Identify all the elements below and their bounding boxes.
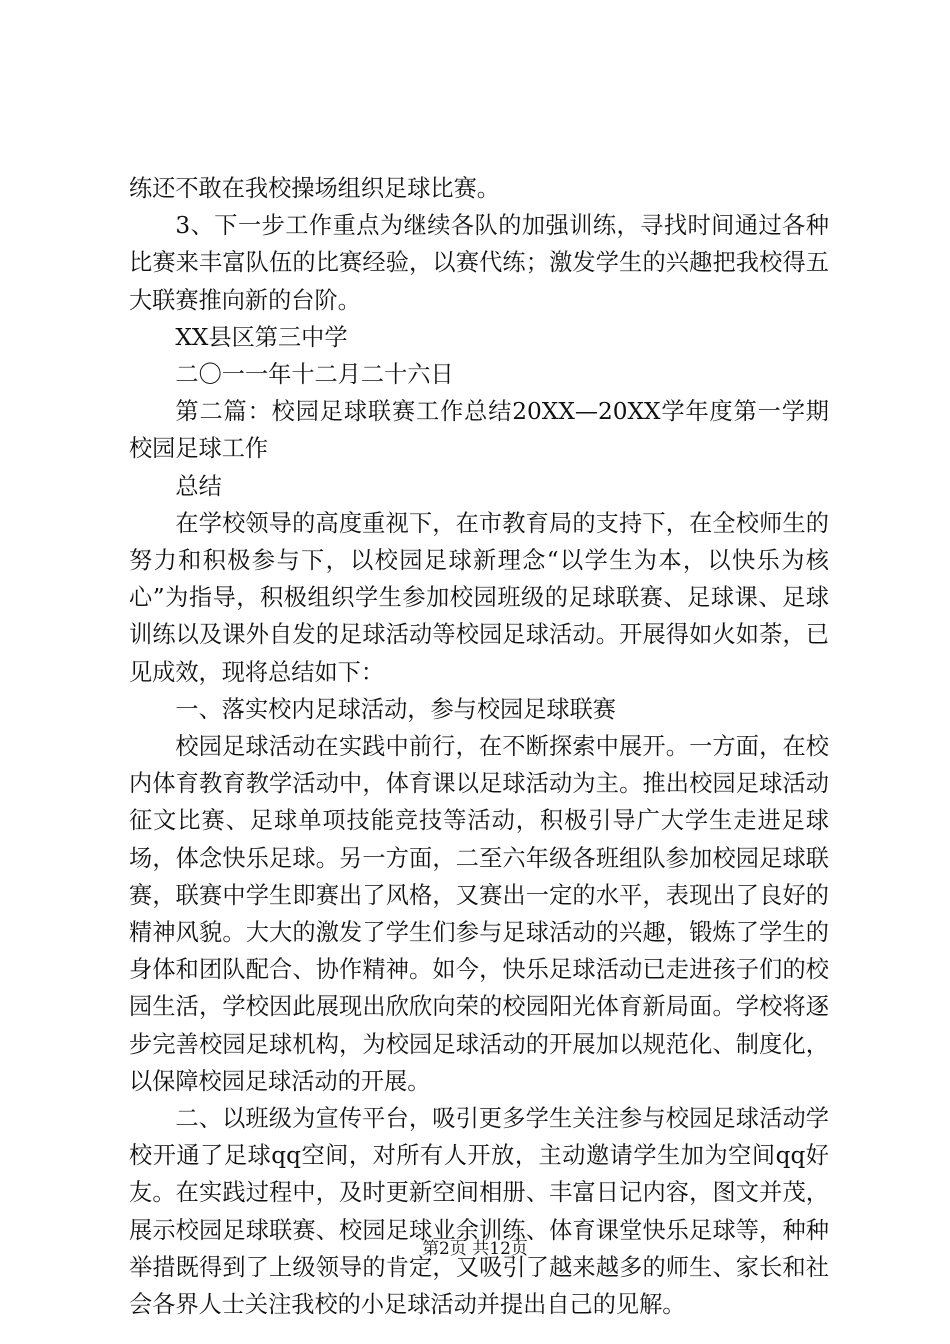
paragraph-point-two: 二、以班级为宣传平台，吸引更多学生关注参与校园足球活动学校开通了足球qq空间，对所有人开放，主动邀请学生加为空间qq好友。在实践过程中，及时更新空间相册、丰富日记内容，图文并茂，展示校园足球联赛、校园足球业余训练、体育课堂快乐足球等，种种举措既得到了上级领导的肯定，又吸引了越来越多的师生、家长和社会各界人士关注我校的小足球活动并提出自己的见解。: [129, 1105, 829, 1319]
paragraph-introduction: 在学校领导的高度重视下，在市教育局的支持下，在全校师生的努力和积极参与下，以校园足球新理念“以学生为本，以快乐为核心”为指导，积极组织学生参加校园班级的足球联赛、足球课、足球训练以及课外自发的足球活动等校园足球活动。开展得如火如荼，已见成效，现将总结如下：: [129, 509, 829, 686]
section-heading-summary: 总结: [175, 472, 222, 500]
section-heading-part-two: 第二篇：校园足球联赛工作总结20XX—20XX学年度第一学期校园足球工作: [129, 398, 829, 463]
paragraph-point-one-body: 校园足球活动在实践中前行，在不断探索中展开。一方面，在校内体育教育教学活动中，体育课以足球活动为主。推出校园足球活动征文比赛、足球单项技能竞技等活动，积极引导广大学生走进足球场，体念快乐足球。另一方面，二至六年级各班组队参加校园足球联赛，联赛中学生即赛出了风格，又赛出一定的水平，表现出了良好的精神风貌。大大的激发了学生们参与足球活动的兴趣，锻炼了学生的身体和团队配合、协作精神。如今，快乐足球活动已走进孩子们的校园生活，学校因此展现出欣欣向荣的校园阳光体育新局面。学校将逐步完善校园足球机构，为校园足球活动的开展加以规范化、制度化，以保障校园足球活动的开展。: [129, 733, 829, 1095]
paragraph-school-name: XX县区第三中学: [175, 323, 348, 351]
subheading-point-one: 一、落实校内足球活动，参与校园足球联赛: [175, 695, 616, 723]
paragraph-work-focus: 3、下一步工作重点为继续各队的加强训练，寻找时间通过各种比赛来丰富队伍的比赛经验，以赛代练；激发学生的兴趣把我校得五大联赛推向新的台阶。: [129, 212, 829, 314]
paragraph-continuation: 练还不敢在我校操场组织足球比赛。: [129, 175, 500, 202]
document-body: [129, 170, 829, 1323]
paragraph-date: 二〇一一年十二月二十六日: [175, 361, 454, 389]
page-number-footer: 第2页 共12页: [422, 1239, 528, 1259]
